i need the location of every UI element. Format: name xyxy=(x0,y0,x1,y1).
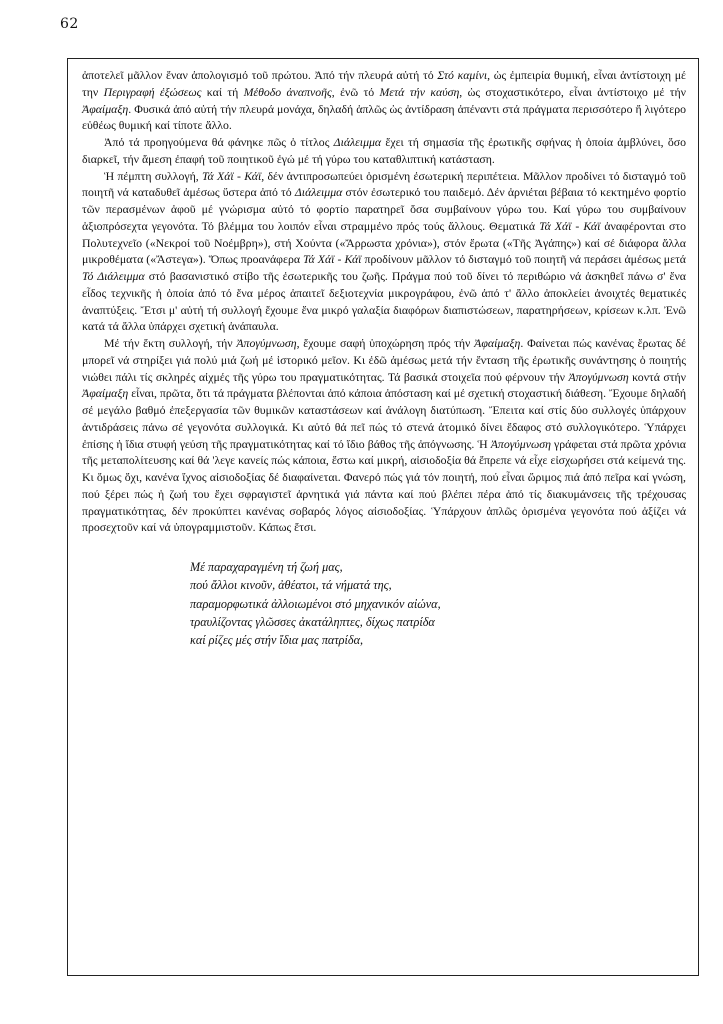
text-run: , ἔχουμε σαφή ὑποχώρηση πρός τήν xyxy=(296,336,475,350)
poem-line: Μέ παραχαραγμένη τή ζωή μας, xyxy=(190,560,343,574)
italic-title: Ἀφαίμαξη xyxy=(474,336,521,350)
poem-excerpt xyxy=(190,558,686,649)
italic-title: Διάλειμμα xyxy=(294,185,343,200)
text-run: εἶναι, πρῶτα, ὅτι τά πράγματα βλέπονται ἀπό κάποια ἀπόσταση καί μέ σχετική στοχαστική διάθεση. Ἔχουμε δηλαδή σέ μεγάλο βαθμό ἐπεξεργασία τῶν θυμικῶν καταστάσεων καί ἀνάλογη διατύπωση. Ἔπειτα καί στίς δύο συλλογές ὑπάρχουν ἀντιδράσεις πάνω σέ γεγονότα συλλογικά. Κι αὐτό θά πεῖ πώς τό στενά ἀτομικό δίνει ἔδαφος στό συλλογικότερο. Ὑπάρχει ἐπίσης ἡ ἴδια στυφή γεύση τῆς πραγματικότητας καί τό ἴδιο βάθος τῆς ἀπόγνωσης. Ἡ xyxy=(82,386,686,451)
italic-title: Ἀπογύμνωση xyxy=(490,436,551,451)
text-run: κοντά στήν xyxy=(628,369,686,384)
italic-title: Στό καμίνι xyxy=(437,68,488,82)
paragraph xyxy=(82,335,686,536)
text-run: , ἐνῶ τό xyxy=(331,84,380,99)
italic-title: Τά Χάϊ - Κάϊ xyxy=(303,252,362,267)
page-number: 62 xyxy=(60,16,79,32)
italic-title: Μετά τήν καύση xyxy=(379,84,460,99)
poem-line: καί ρίζες μές στήν ἴδια μας πατρίδα, xyxy=(190,633,364,648)
italic-title: Ἀφαίμαξη xyxy=(82,386,129,401)
italic-title: Τό Διάλειμμα xyxy=(82,269,145,283)
italic-title: Τά Χάϊ - Κάϊ xyxy=(202,168,262,183)
italic-title: Περιγραφή ἐξώσεως xyxy=(103,84,202,99)
text-run: στόν ἐσωτερικό του παιδεμό. Δέν ἀρνιέται βέβαια τό κεκτημένο φορτίο τῶν περασμένων ἀφοῦ μέ γνώρισμα αὐτό τό φορτίο παρατηρεῖ ὅσα συμβαίνουν γύρω του. Καί γύρω του συμβαίνουν ἀξιοπρόσεχτα γεγονότα. Τό βλέμμα του λοιπόν εἶναι στραμμένο πρός τούς ἄλλους. Θεματικά xyxy=(82,185,686,233)
text-run: , ὡς στοχαστικότερο, εἶναι ἀντίστοιχο μέ τήν xyxy=(459,84,686,99)
text-run: , δέν ἀντιπροσωπεύει ὁρισμένη ἐσωτερική περιπέτεια. Μᾶλλον προδίνει τό δισταγμό τοῦ ποιητῆ νά καταδυθεῖ ἀμέσως ὕστερα ἀπό τό xyxy=(82,168,687,200)
text-run: προδίνουν μᾶλλον τό δισταγμό τοῦ ποιητῆ νά περάσει ἀμέσως μετά xyxy=(361,252,686,267)
italic-title: Μέθοδο ἀναπνοῆς xyxy=(243,84,332,99)
text-run: ἔχει τή σημασία τῆς ἐρωτικῆς σφήνας ἡ ὁποία ἀμβλύνει, ὅσο διαρκεῖ, τήν ἄμεση ἐπαφή τοῦ ποιητικοῦ ἐγώ μέ τή γύρω του καταθλιπτική κατάσταση. xyxy=(82,135,686,166)
italic-title: Ἀφαίμαξη xyxy=(82,101,129,116)
text-run: . Φαίνεται πώς κανένας ἔρωτας δέ μπορεῖ νά στηρίξει γιά πολύ μιά ζωή μέ ἱστορικό μεῖον. Κι ἐδῶ ἀμέσως μετά τήν ἔνταση τῆς ἐρωτικῆς συνάντησης ὁ ποιητής νιώθει πάλι τίς σκληρές αἰχμές τῆς γύρω του πραγματικότητας. Τά βασικά στοιχεῖα πού φέρνουν τήν xyxy=(82,336,687,384)
text-run: καί τή xyxy=(201,84,244,99)
text-run: Μέ τήν ἕκτη συλλογή, τήν xyxy=(104,336,237,350)
text-run: . Φυσικά ἀπό αὐτή τήν πλευρά μονάχα, δηλαδή ἁπλῶς ὡς ἀντίδραση ἀπέναντι στά πράγματα περισσότερο ἤ λιγότερο εὐθέως θυμική καί τίποτε ἄλλο. xyxy=(82,101,686,133)
italic-title: Τά Χάϊ - Κάϊ xyxy=(539,218,601,233)
poem-line: τραυλίζοντας γλῶσσες ἀκατάληπτες, δίχως πατρίδα xyxy=(190,614,435,629)
poem-line: πού ἄλλοι κινοῦν, ἀθέατοι, τά νήματά της, xyxy=(190,578,392,593)
text-run: στό βασανιστικό στίβο τῆς ἐσωτερικῆς του ζωῆς. Πράγμα πού τοῦ δίνει τό περιθώριο νά ἀσκηθεῖ πάνω σ' ἕνα εἶδος τεχνικῆς ἡ ὁποία ἀπό τό ἕνα μέρος ἀπαιτεῖ δεξιοτεχνία μικρογράφου, ἐνῶ ἀπό τ' ἄλλο ἀποκλείει ἀνοιχτές θεματικές ἀναπτύξεις. Ἔτσι μ' αὐτή τή συλλογή ἔχουμε ἕνα μικρό γαλαξία διαφόρων διαπιστώσεων, παρατηρήσεων, κρίσεων κ.λπ. Ἐνῶ κατά τά ἄλλα ὑπάρχει σχετική ἀνάπαυλα. xyxy=(82,269,686,334)
text-run: Ἀπό τά προηγούμενα θά φάνηκε πῶς ὁ τίτλος xyxy=(104,135,334,149)
text-run: , ὡς ἐμπειρία θυμική, εἶναι ἀντίστοιχη μέ την xyxy=(82,68,686,99)
poem-line: παραμορφωτικά ἀλλοιωμένοι στό μηχανικόν αἰώνα, xyxy=(190,596,441,611)
italic-title: Ἀπογύμνωση xyxy=(236,336,297,350)
italic-title: Ἀπογύμνωση xyxy=(568,369,629,384)
text-frame xyxy=(67,58,699,976)
paragraph xyxy=(82,67,686,134)
paragraph xyxy=(82,134,686,168)
text-run: ἀποτελεῖ μᾶλλον ἕναν ἀπολογισμό τοῦ πρώτου. Ἀπό τήν πλευρά αὐτή τό xyxy=(82,68,438,82)
text-run: ἀναφέρονται στο Πολυτεχνεῖο («Νεκροί τοῦ Νοέμβρη»), στή Χούντα («Ἄρρωστα χρόνια»), στόν ἔρωτα («Τῆς Ἀγάπης») καί σέ διάφορα ἄλλα μικροθέματα («Ἄστεγα»). Ὅπως προανάφερα xyxy=(82,218,686,267)
text-run: Ἡ πέμπτη συλλογή, xyxy=(104,168,203,183)
italic-title: Διάλειμμα xyxy=(333,135,382,149)
paragraph xyxy=(82,168,686,336)
body-text xyxy=(82,67,686,536)
text-run: γράφεται στά πρῶτα χρόνια τῆς μεταπολίτευσης καί θά 'λεγε κανείς πώς κάποια, ἔστω καί μικρή, αἰσιοδοξία θά ἔπρεπε νά εἶχε εἰσχωρήσει στά κείμενά της. Κι ὅμως ὄχι, κανένα ἴχνος αἰσιοδοξίας δέ διαφαίνεται. Φανερό πώς γιά τόν ποιητή, πού εἶναι ὥριμος πιά ἀπό πεῖρα καί γνώση, πού ξέρει πώς ἡ ζωή του ἔχει σφραγιστεῖ ἀρνητικά γιά πάντα καί πού βλέπει πέρα ἀπό τίς διακυμάνσεις τῆς τρέχουσας πραγματικότητας, δέν προκύπτει κανένας σοβαρός λόγος αἰσιοδοξίας. Ὑπάρχουν ἁπλῶς ὁρισμένα γεγονότα πού ἀξίζει νά προσεχτοῦν καί νά ὑπογραμμιστοῦν. Κάπως ἔτσι. xyxy=(82,436,686,535)
